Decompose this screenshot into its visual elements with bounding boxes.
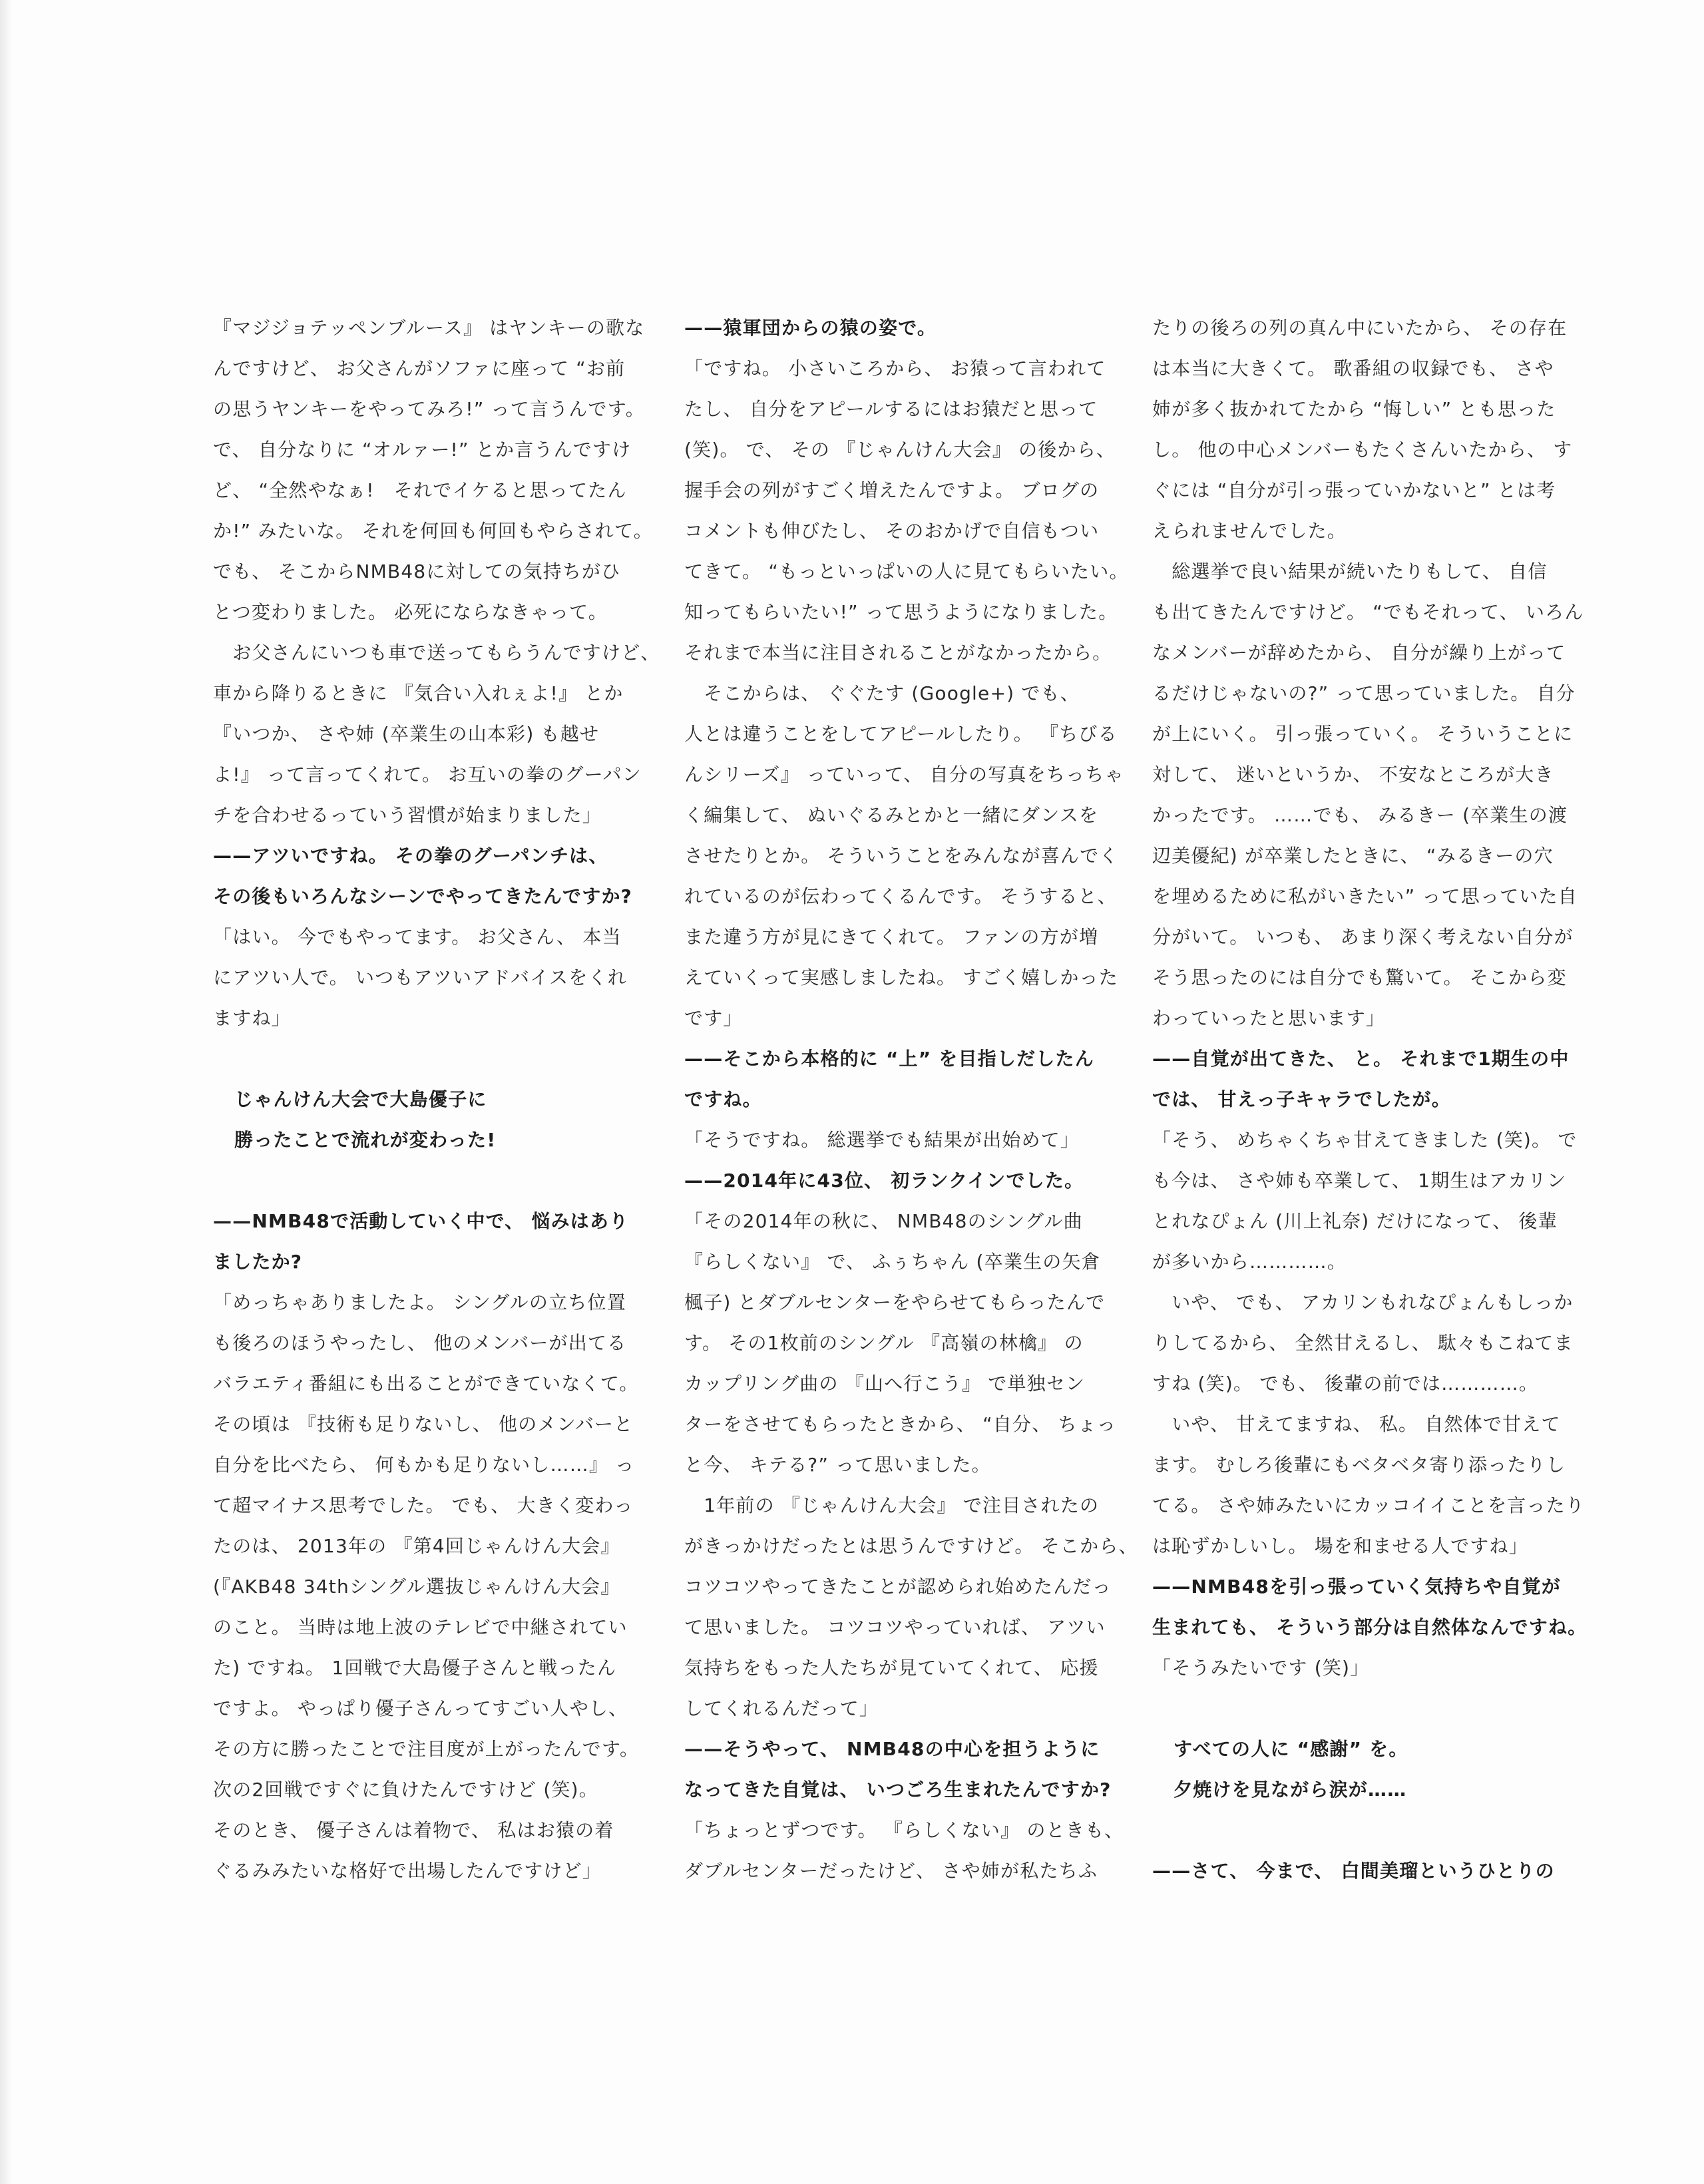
body-text-line: コツコツやってきたことが認められ始めたんだっ bbox=[684, 1576, 1112, 1598]
body-text-line: いや、 でも、 アカリンもれなぴょんもしっか bbox=[1152, 1291, 1574, 1313]
body-text-line: すね (笑)。 でも、 後輩の前では…………。 bbox=[1152, 1373, 1539, 1395]
body-text-line: 「ですね。 小さいころから、 お猿って言われて bbox=[684, 357, 1106, 379]
body-text-line: 『マジジョテッペンブルース』 はヤンキーの歌な bbox=[213, 317, 645, 339]
body-text-line: してくれるんだって」 bbox=[684, 1697, 879, 1719]
blank-line bbox=[213, 1160, 639, 1201]
body-text-line: にアツい人で。 いつもアツいアドバイスをくれ bbox=[213, 967, 627, 988]
interview-question-line: では、 甘えっ子キャラでしたが。 bbox=[1152, 1088, 1451, 1110]
blank-line bbox=[1152, 1810, 1578, 1851]
interview-question-line: ですね。 bbox=[684, 1088, 762, 1110]
body-text-line: チを合わせるっていう習慣が始まりました」 bbox=[213, 804, 602, 826]
body-text-line: その頃は 『技術も足りないし、 他のメンバーと bbox=[213, 1413, 634, 1435]
body-text-line: て思いました。 コツコツやっていれば、 アツい bbox=[684, 1616, 1106, 1638]
body-text-line: す。 その1枚前のシングル 『高嶺の林檎』 の bbox=[684, 1332, 1084, 1354]
body-text-line: ですよ。 やっぱり優子さんってすごい人やし、 bbox=[213, 1697, 628, 1719]
body-text-line: 1年前の 『じゃんけん大会』 で注目されたの bbox=[684, 1494, 1100, 1516]
body-text-line: でも、 そこからNMB48に対しての気持ちがひ bbox=[213, 560, 621, 582]
body-text-line: てる。 さや姉みたいにカッコイイことを言ったり bbox=[1152, 1494, 1585, 1516]
body-text-line: く編集して、 ぬいぐるみとかと一緒にダンスを bbox=[684, 804, 1099, 826]
body-text-line: 「その2014年の秋に、 NMB48のシングル曲 bbox=[684, 1210, 1083, 1232]
body-text-line: そこからは、 ぐぐたす (Google+) でも、 bbox=[684, 682, 1080, 704]
body-text-line: よ!』 って言ってくれて。 お互いの拳のグーパン bbox=[213, 764, 642, 785]
interview-question-line: ——NMB48で活動していく中で、 悩みはあり bbox=[213, 1210, 629, 1232]
body-text-line: ますね」 bbox=[213, 1007, 291, 1029]
body-text-line: とつ変わりました。 必死にならなきゃって。 bbox=[213, 601, 608, 623]
body-text-line: ど、 “全然やなぁ! それでイケると思ってたん bbox=[213, 479, 627, 501]
body-text-line: も出てきたんですけど。 “でもそれって、 いろん bbox=[1152, 601, 1584, 623]
interview-question-line: ——NMB48を引っ張っていく気持ちや自覚が bbox=[1152, 1576, 1562, 1598]
body-text-line: そう思ったのには自分でも驚いて。 そこから変 bbox=[1152, 967, 1567, 988]
page-edge-shadow bbox=[0, 0, 12, 2184]
body-text-line: 辺美優紀) が卒業したときに、 “みるきーの穴 bbox=[1152, 845, 1554, 867]
body-text-line: も今は、 さや姉も卒業して、 1期生はアカリン bbox=[1152, 1170, 1567, 1192]
body-text-line: その方に勝ったことで注目度が上がったんです。 bbox=[213, 1738, 640, 1760]
body-text-line: なメンバーが辞めたから、 自分が繰り上がって bbox=[1152, 642, 1566, 664]
body-text-line: カップリング曲の 『山へ行こう』 で単独セン bbox=[684, 1373, 1086, 1395]
body-text-line: も後ろのほうやったし、 他のメンバーが出てる bbox=[213, 1332, 627, 1354]
blank-line bbox=[1152, 1688, 1578, 1729]
text-column-3 bbox=[1152, 308, 1588, 1891]
body-text-line: 対して、 迷いというか、 不安なところが大き bbox=[1152, 764, 1554, 785]
body-text-line: と今、 キテる?” って思いました。 bbox=[684, 1454, 991, 1476]
body-text-line: かったです。 ……でも、 みるきー (卒業生の渡 bbox=[1152, 804, 1568, 826]
body-text-line: るだけじゃないの?” って思っていました。 自分 bbox=[1152, 682, 1576, 704]
body-text-line: か!” みたいな。 それを何回も何回もやらされて。 bbox=[213, 520, 653, 542]
text-column-2 bbox=[684, 308, 1138, 1891]
body-text-line: ダブルセンターだったけど、 さや姉が私たちふ bbox=[684, 1860, 1098, 1882]
section-heading-line: じゃんけん大会で大島優子に bbox=[234, 1088, 487, 1110]
body-text-line: 「そうみたいです (笑)」 bbox=[1152, 1657, 1370, 1679]
body-text-line: そのとき、 優子さんは着物で、 私はお猿の着 bbox=[213, 1819, 614, 1841]
body-text-line: とれなぴょん (川上礼奈) だけになって、 後輩 bbox=[1152, 1210, 1558, 1232]
body-text-line: ます。 むしろ後輩にもベタベタ寄り添ったりし bbox=[1152, 1454, 1566, 1476]
interview-question-line: ——さて、 今まで、 白間美瑠というひとりの bbox=[1152, 1860, 1555, 1882]
body-text-line: えていくって実感しましたね。 すごく嬉しかった bbox=[684, 967, 1118, 988]
body-text-line: 自分を比べたら、 何もかも足りないし……』 っ bbox=[213, 1454, 635, 1476]
body-text-line: お父さんにいつも車で送ってもらうんですけど、 bbox=[213, 642, 660, 664]
body-text-line: バラエティ番組にも出ることができていなくて。 bbox=[213, 1373, 639, 1395]
body-text-line: が上にいく。 引っ張っていく。 そういうことに bbox=[1152, 723, 1574, 745]
body-text-line: 知ってもらいたい!” って思うようになりました。 bbox=[684, 601, 1118, 623]
interview-question-line: ——そうやって、 NMB48の中心を担うように bbox=[684, 1738, 1100, 1760]
body-text-line: いや、 甘えてますね、 私。 自然体で甘えて bbox=[1152, 1413, 1561, 1435]
body-text-line: の思うヤンキーをやってみろ!” って言うんです。 bbox=[213, 398, 645, 420]
body-text-line: 気持ちをもった人たちが見ていてくれて、 応援 bbox=[684, 1657, 1099, 1679]
body-text-line: がきっかけだったとは思うんですけど。 そこから、 bbox=[684, 1535, 1138, 1557]
body-text-line: 分がいて。 いつも、 あまり深く考えない自分が bbox=[1152, 926, 1574, 948]
body-text-line: のこと。 当時は地上波のテレビで中継されてい bbox=[213, 1616, 628, 1638]
interview-question-line: ——アツいですね。 その拳のグーパンチは、 bbox=[213, 845, 608, 867]
interview-question-line: ——そこから本格的に “上” を目指しだしたん bbox=[684, 1048, 1094, 1070]
body-text-line: (笑)。 で、 その 『じゃんけん大会』 の後から、 bbox=[684, 439, 1116, 461]
interview-question-line: その後もいろんなシーンでやってきたんですか? bbox=[213, 885, 633, 907]
body-text-line: えられませんでした。 bbox=[1152, 520, 1347, 542]
interview-question-line: ——自覚が出てきた、 と。 それまで1期生の中 bbox=[1152, 1048, 1570, 1070]
section-heading-line: 勝ったことで流れが変わった! bbox=[234, 1129, 497, 1151]
body-text-line: た) ですね。 1回戦で大島優子さんと戦ったん bbox=[213, 1657, 617, 1679]
text-column-1 bbox=[213, 308, 660, 1891]
body-text-line: ターをさせてもらったときから、 “自分、 ちょっ bbox=[684, 1413, 1117, 1435]
body-text-line: です」 bbox=[684, 1007, 743, 1029]
body-text-line: 『らしくない』 で、 ふぅちゃん (卒業生の矢倉 bbox=[684, 1251, 1101, 1273]
section-heading-line: 夕焼けを見ながら涙が…… bbox=[1173, 1779, 1407, 1801]
body-text-line: んですけど、 お父さんがソファに座って “お前 bbox=[213, 357, 626, 379]
body-text-line: 「ちょっとずつです。 『らしくない』 のときも、 bbox=[684, 1819, 1124, 1841]
body-text-line: ぐには “自分が引っ張っていかないと” とは考 bbox=[1152, 479, 1556, 501]
interview-question-line: ——2014年に43位、 初ランクインでした。 bbox=[684, 1170, 1084, 1192]
body-text-line: は本当に大きくて。 歌番組の収録でも、 さや bbox=[1152, 357, 1554, 379]
body-text-line: たのは、 2013年の 『第4回じゃんけん大会』 bbox=[213, 1535, 620, 1557]
body-text-line: し。 他の中心メンバーもたくさんいたから、 す bbox=[1152, 439, 1573, 461]
interview-question-line: 生まれても、 そういう部分は自然体なんですね。 bbox=[1152, 1616, 1588, 1638]
interview-question-line: ——猿軍団からの猿の姿で。 bbox=[684, 317, 937, 339]
body-text-line: また違う方が見にきてくれて。 ファンの方が増 bbox=[684, 926, 1099, 948]
body-text-line: りしてるから、 全然甘えるし、 駄々もこねてま bbox=[1152, 1332, 1574, 1354]
body-text-line: が多いから…………。 bbox=[1152, 1251, 1347, 1273]
body-text-line: は恥ずかしいし。 場を和ませる人ですね」 bbox=[1152, 1535, 1528, 1557]
body-text-line: 総選挙で良い結果が続いたりもして、 自信 bbox=[1152, 560, 1548, 582]
body-text-line: たし、 自分をアピールするにはお猿だと思って bbox=[684, 398, 1098, 420]
body-text-line: 姉が多く抜かれてたから “悔しい” とも思った bbox=[1152, 398, 1556, 420]
interview-question-line: なってきた自覚は、 いつごろ生まれたんですか? bbox=[684, 1779, 1112, 1801]
body-text-line: 握手会の列がすごく増えたんですよ。 ブログの bbox=[684, 479, 1100, 501]
body-text-line: させたりとか。 そういうことをみんなが喜んでく bbox=[684, 845, 1119, 867]
body-text-line: 人とは違うことをしてアピールしたり。 『ちびる bbox=[684, 723, 1118, 745]
body-text-line: 「はい。 今でもやってます。 お父さん、 本当 bbox=[213, 926, 622, 948]
body-text-line: 「めっちゃありましたよ。 シングルの立ち位置 bbox=[213, 1291, 626, 1313]
body-text-line: たりの後ろの列の真ん中にいたから、 その存在 bbox=[1152, 317, 1568, 339]
body-text-line: わっていったと思います」 bbox=[1152, 1007, 1386, 1029]
body-text-line: を埋めるために私がいきたい” って思っていた自 bbox=[1152, 885, 1578, 907]
body-text-line: て超マイナス思考でした。 でも、 大きく変わっ bbox=[213, 1494, 634, 1516]
section-heading-line: すべての人に “感謝” を。 bbox=[1173, 1738, 1408, 1760]
body-text-line: てきて。 “もっといっぱいの人に見てもらいたい。 bbox=[684, 560, 1129, 582]
blank-line bbox=[213, 1038, 639, 1079]
body-text-line: それまで本当に注目されることがなかったから。 bbox=[684, 642, 1112, 664]
body-text-line: 次の2回戦ですぐに負けたんですけど (笑)。 bbox=[213, 1779, 598, 1801]
body-text-line: 「そう、 めちゃくちゃ甘えてきました (笑)。 で bbox=[1152, 1129, 1578, 1151]
body-text-line: れているのが伝わってくるんです。 そうすると、 bbox=[684, 885, 1117, 907]
body-text-line: 車から降りるときに 『気合い入れぇよ!』 とか bbox=[213, 682, 624, 704]
body-text-line: 楓子) とダブルセンターをやらせてもらったんで bbox=[684, 1291, 1106, 1313]
body-text-line: コメントも伸びたし、 そのおかげで自信もつい bbox=[684, 520, 1100, 542]
interview-question-line: ましたか? bbox=[213, 1251, 303, 1273]
body-text-line: んシリーズ』 っていって、 自分の写真をちっちゃ bbox=[684, 764, 1124, 785]
body-text-line: ぐるみみたいな格好で出場したんですけど」 bbox=[213, 1860, 602, 1882]
body-text-line: 「そうですね。 総選挙でも結果が出始めて」 bbox=[684, 1129, 1080, 1151]
body-text-line: (『AKB48 34thシングル選抜じゃんけん大会』 bbox=[213, 1576, 620, 1598]
body-text-line: で、 自分なりに “オルァー!” とか言うんですけ bbox=[213, 439, 632, 461]
body-text-line: 『いつか、 さや姉 (卒業生の山本彩) も越せ bbox=[213, 723, 600, 745]
